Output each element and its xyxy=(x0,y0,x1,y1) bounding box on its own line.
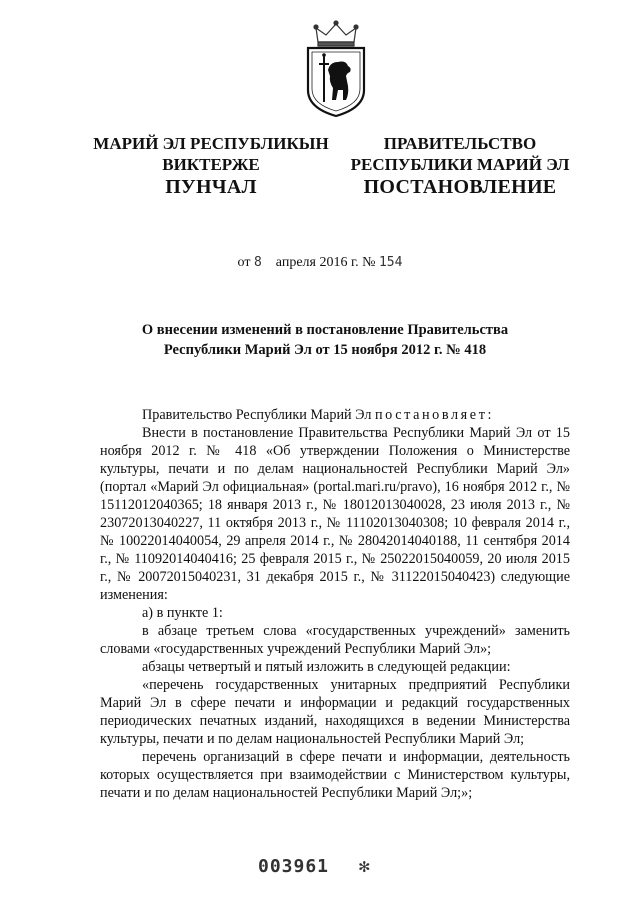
document-title xyxy=(90,320,560,360)
header-right-line2: РЕСПУБЛИКИ МАРИЙ ЭЛ xyxy=(350,155,570,174)
asterisk-mark-icon: ✻ xyxy=(358,856,371,877)
date-line xyxy=(0,255,640,271)
coat-of-arms-icon xyxy=(300,20,372,118)
header-left-line2: ВИКТЕРЖЕ xyxy=(162,155,260,174)
date-month-year: апреля 2016 г. № xyxy=(275,255,376,270)
paragraph-list-enterprises: «перечень государственных унитарных предприятий Республики Марий Эл в сфере печати и информации и редакций государственных периодических печатных изданий, находящихся в ведении Министерства культуры, печати и по делам национальностей Республики Марий Эл; xyxy=(100,677,570,747)
header-left xyxy=(86,133,336,175)
document-number: 154 xyxy=(378,255,403,270)
paragraph-resolves xyxy=(100,406,570,424)
resolves-word: постановляет: xyxy=(374,407,495,423)
title-line2: Республики Марий Эл от 15 ноября 2012 г. № 418 xyxy=(163,342,487,358)
paragraph-item-a: а) в пункте 1: xyxy=(142,605,223,621)
header-right-doc-type: ПОСТАНОВЛЕНИЕ xyxy=(363,176,557,198)
resolves-lead: Правительство Республики Марий Эл xyxy=(142,407,375,423)
form-serial xyxy=(258,856,371,877)
date-prefix: от xyxy=(237,255,251,270)
header-left-doc-type: ПУНЧАЛ xyxy=(165,176,257,198)
paragraph-list-organizations: перечень организаций в сфере печати и информации, деятельность которых осуществляется при взаимодействии с Министерством культуры, печати и по делам национальностей Республики Марий Эл;»; xyxy=(100,749,570,801)
document-body xyxy=(100,406,570,802)
header-right-line1: ПРАВИТЕЛЬСТВО xyxy=(383,134,537,153)
form-serial-number: 003961 xyxy=(258,856,330,877)
header-left-line1: МАРИЙ ЭЛ РЕСПУБЛИКЫН xyxy=(93,134,329,153)
date-day: 8 xyxy=(253,255,262,270)
title-line1: О внесении изменений в постановление Правительства xyxy=(141,322,509,338)
header-right xyxy=(350,133,570,175)
paragraph-new-wording: абзацы четвертый и пятый изложить в следующей редакции: xyxy=(142,659,511,675)
paragraph-amend: Внести в постановление Правительства Республики Марий Эл от 15 ноября 2012 г. № 418 «Об утверждении Положения о Министерстве культуры, печати и по делам национальностей Республики Марий Эл» (портал «Марий Эл официальная» (portal.mari.ru/pravo), 16 ноября 2012 г., № 15112012040365; 18 января 2013 г., № 18012013040028, 23 июля 2013 г., № 23072013040227, 11 октября 2013 г., № 11102013040308; 10 февраля 2014 г., № 10022014040054, 29 апреля 2014 г., № 28042014040188, 11 сентября 2014 г., № 11092014040416; 25 февраля 2015 г., № 25022015040059, 20 июля 2015 г., № 20072015040231, 31 декабря 2015 г., № 31122015040423) следующие изменения: xyxy=(100,425,570,603)
paragraph-replace-words: в абзаце третьем слова «государственных учреждений» заменить словами «государственных учреждений Республики Марий Эл»; xyxy=(100,623,570,657)
